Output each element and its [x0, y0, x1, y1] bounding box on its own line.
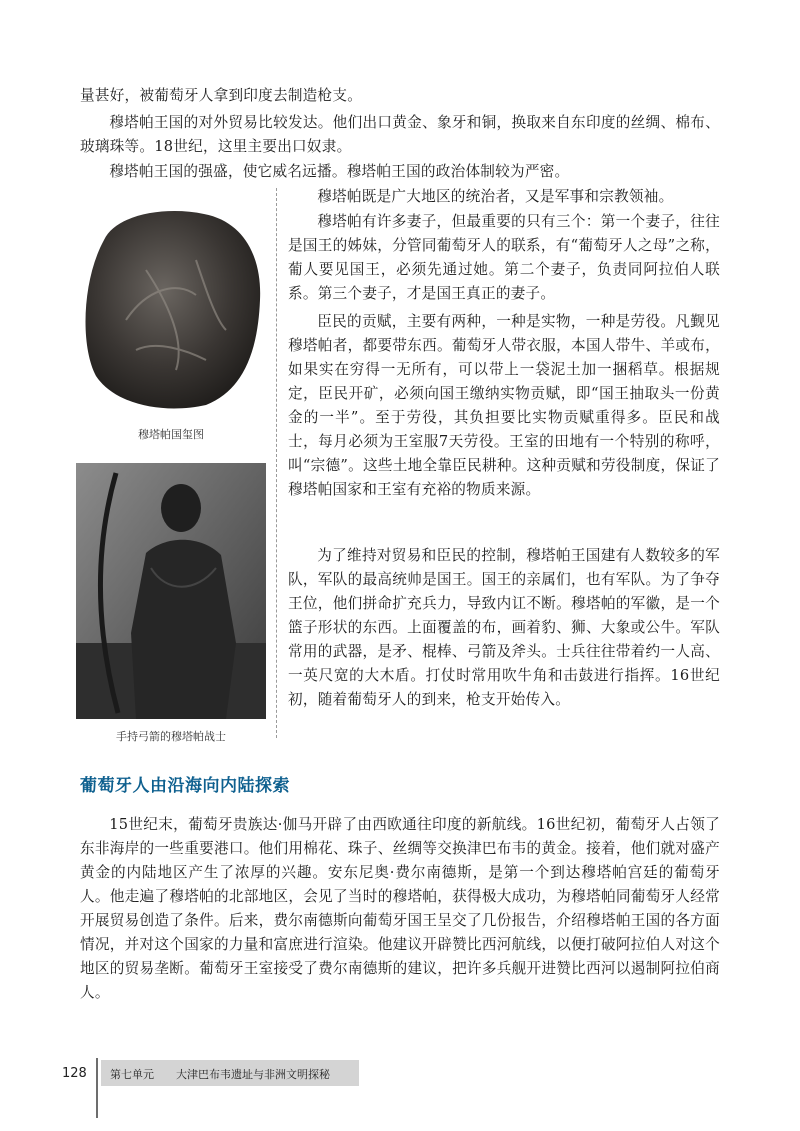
top-paragraph-1: 量甚好，被葡萄牙人拿到印度去制造枪支。	[80, 87, 363, 104]
warrior-caption: 手持弓箭的穆塔帕战士	[116, 730, 226, 743]
footer-unit: 第七单元	[110, 1068, 154, 1081]
right-paragraph-4: 为了维持对贸易和臣民的控制，穆塔帕王国建有人数较多的军队，军队的最高统帅是国王。国王的亲属们，也有军队。为了争夺王位，他们拼命扩充兵力，导致内讧不断。穆塔帕的军徽，是一个篮子形状的东西。上面覆盖的布，画着豹、狮、大象或公牛。军队常用的武器，是矛、棍棒、弓箭及斧头。士兵往往带着约一人高、一英尺宽的大木盾。打仗时常用吹牛角和击鼓进行指挥。16世纪初，随着葡萄牙人的到来，枪支开始传入。	[288, 547, 720, 708]
section-body: 15世纪末，葡萄牙贵族达·伽马开辟了由西欧通往印度的新航线。16世纪初，葡萄牙人占领了东非海岸的一些重要港口。他们用棉花、珠子、丝绸等交换津巴布韦的黄金。接着，他们就对盛产黄金的内陆地区产生了浓厚的兴趣。安东尼奥·费尔南德斯，是第一个到达穆塔帕宫廷的葡萄牙人。他走遍了穆塔帕的北部地区，会见了当时的穆塔帕，获得极大成功，为穆塔帕同葡萄牙人经常开展贸易创造了条件。后来，费尔南德斯向葡萄牙国王呈交了几份报告，介绍穆塔帕王国的各方面情况，并对这个国家的力量和富庶进行渲染。他建议开辟赞比西河航线，以便打破阿拉伯人对这个地区的贸易垄断。葡萄牙王室接受了费尔南德斯的建议，把许多兵舰开进赞比西河以遏制阿拉伯商人。	[80, 816, 720, 1001]
right-paragraph-2: 穆塔帕有许多妻子，但最重要的只有三个：第一个妻子，往往是国王的姊妹，分管同葡萄牙人的联系，有“葡萄牙人之母”之称，葡人要见国王，必须先通过她。第二个妻子，负责同阿拉伯人联系。第三个妻子，才是国王真正的妻子。	[288, 213, 720, 302]
footer-unit-title: 大津巴布韦遗址与非洲文明探秘	[176, 1068, 330, 1081]
top-paragraph-3: 穆塔帕王国的强盛，使它威名远播。穆塔帕王国的政治体制较为严密。	[109, 163, 570, 180]
seal-image	[76, 200, 266, 415]
seal-caption: 穆塔帕国玺图	[138, 428, 204, 441]
column-divider	[276, 188, 277, 738]
right-paragraph-3: 臣民的贡赋，主要有两种，一种是实物，一种是劳役。凡觐见穆塔帕者，都要带东西。葡萄牙人带衣服，本国人带牛、羊或布，如果实在穷得一无所有，可以带上一袋泥土加一捆稻草。根据规定，臣民开矿，必须向国王缴纳实物贡赋，即“国王抽取头一份黄金的一半”。至于劳役，其负担要比实物贡赋重得多。臣民和战士，每月必须为王室服7天劳役。王室的田地有一个特别的称呼，叫“宗德”。这些土地全靠臣民耕种。这种贡赋和劳役制度，保证了穆塔帕国家和王室有充裕的物质来源。	[288, 313, 720, 498]
top-paragraph-2: 穆塔帕王国的对外贸易比较发达。他们出口黄金、象牙和铜，换取来自东印度的丝绸、棉布、玻璃珠等。18世纪，这里主要出口奴隶。	[80, 114, 720, 155]
section-title: 葡萄牙人由沿海向内陆探索	[80, 776, 290, 796]
right-paragraph-1: 穆塔帕既是广大地区的统治者，又是军事和宗教领袖。	[317, 188, 674, 205]
page-number: 128	[62, 1066, 87, 1081]
warrior-photo	[76, 463, 266, 719]
footer-rule	[96, 1058, 98, 1118]
